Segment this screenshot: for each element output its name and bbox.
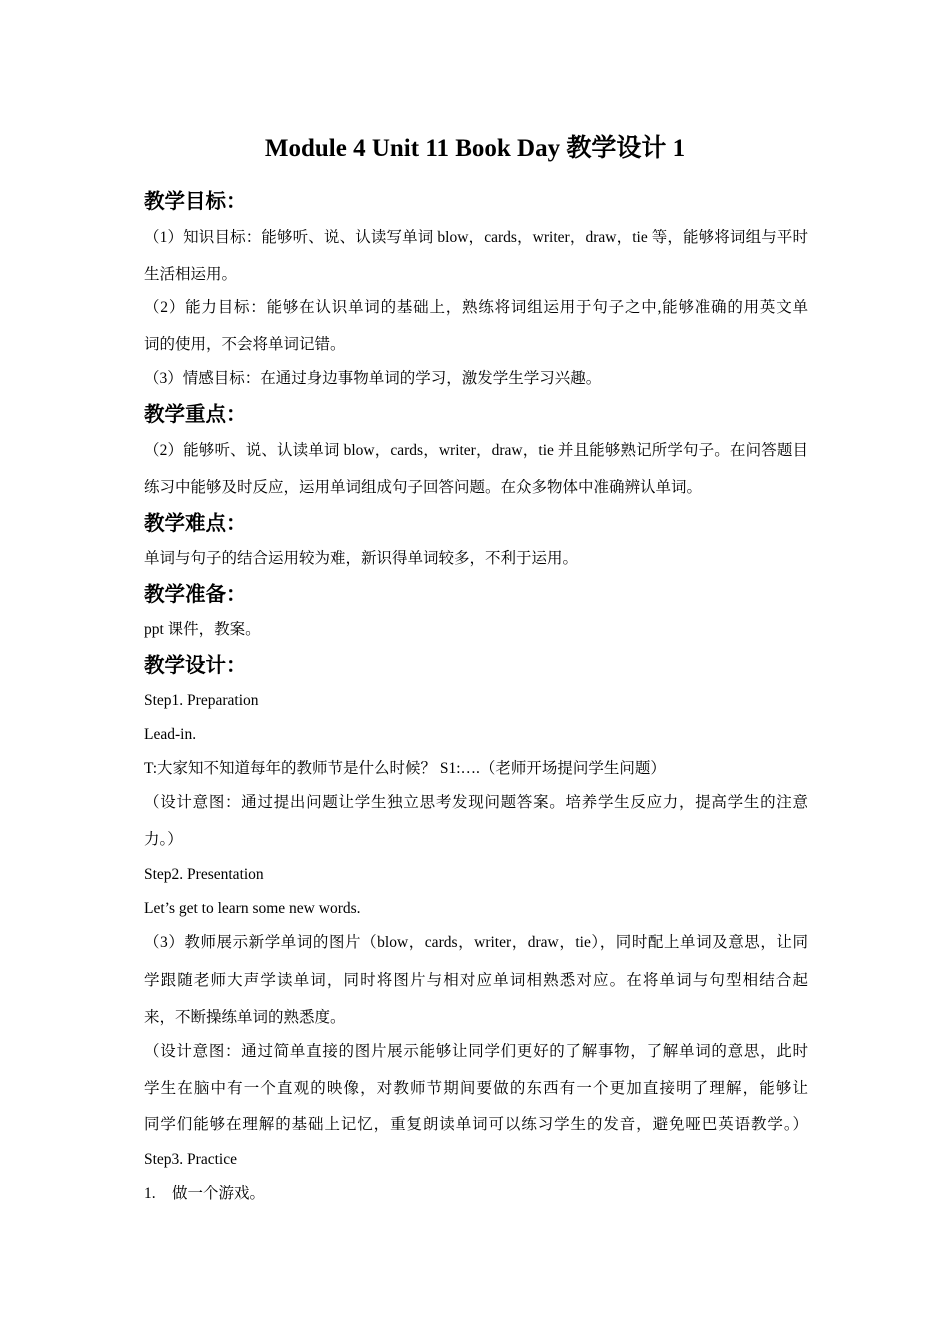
paragraph-line: （1）知识目标：能够听、说、认读写单词 blow，cards，writer，draw，tie 等，能够将词组与平时 (144, 229, 808, 246)
paragraph-line: 同学们能够在理解的基础上记忆，重复朗读单词可以练习学生的发音，避免哑巴英语教学。） (144, 1116, 808, 1133)
list-item (144, 1183, 808, 1205)
paragraph-line: 词的使用，不会将单词记错。 (144, 336, 346, 353)
paragraph-line: （设计意图：通过简单直接的图片展示能够让同学们更好的了解事物，了解单词的意思，此时 (144, 1043, 808, 1060)
paragraph-line: 练习中能够及时反应，运用单词组成句子回答问题。在众多物体中准确辨认单词。 (144, 479, 703, 496)
paragraph-line: 力。） (144, 831, 183, 848)
paragraph-line: 生活相运用。 (144, 266, 238, 283)
step-heading: Step1. Preparation (144, 692, 259, 709)
paragraph-line: 学跟随老师大声学读单词，同时将图片与相对应单词相熟悉对应。在将单词与句型相结合起 (144, 972, 808, 989)
paragraph-line: T:大家知不知道每年的教师节是什么时候？ S1:….（老师开场提问学生问题） (144, 760, 666, 777)
section-heading-objectives: 教学目标： (144, 189, 247, 213)
paragraph-line: Let’s get to learn some new words. (144, 900, 361, 917)
document-title: Module 4 Unit 11 Book Day 教学设计 1 (264, 135, 686, 162)
paragraph-line: （设计意图：通过提出问题让学生独立思考发现问题答案。培养学生反应力，提高学生的注意 (144, 794, 808, 811)
list-item-text: 做一个游戏。 (172, 1185, 266, 1202)
paragraph-line: 单词与句子的结合运用较为难，新识得单词较多，不利于运用。 (144, 550, 579, 567)
paragraph-line: 来，不断操练单词的熟悉度。 (144, 1009, 346, 1026)
step-heading: Step2. Presentation (144, 866, 264, 883)
paragraph-line: ppt 课件，教案。 (144, 621, 261, 638)
paragraph-line: （3）教师展示新学单词的图片（blow，cards，writer，draw，tie），同时配上单词及意思，让同 (144, 934, 808, 951)
paragraph-line: （3）情感目标：在通过身边事物单词的学习，激发学生学习兴趣。 (144, 370, 602, 387)
step-heading: Step3. Practice (144, 1151, 237, 1168)
list-item-number: 1. (144, 1185, 156, 1202)
section-heading-difficulties: 教学难点： (144, 511, 247, 535)
paragraph-line: （2）能力目标：能够在认识单词的基础上，熟练将词组运用于句子之中,能够准确的用英文单 (144, 299, 808, 316)
section-heading-key-points: 教学重点： (144, 402, 247, 426)
section-heading-design: 教学设计： (144, 653, 247, 677)
paragraph-line: 学生在脑中有一个直观的映像，对教师节期间要做的东西有一个更加直接明了理解，能够让 (144, 1080, 808, 1097)
paragraph-line: （2）能够听、说、认读单词 blow，cards，writer，draw，tie 并且能够熟记所学句子。在问答题目 (144, 442, 808, 459)
section-heading-preparation: 教学准备： (144, 582, 247, 606)
paragraph-line: Lead-in. (144, 726, 197, 743)
